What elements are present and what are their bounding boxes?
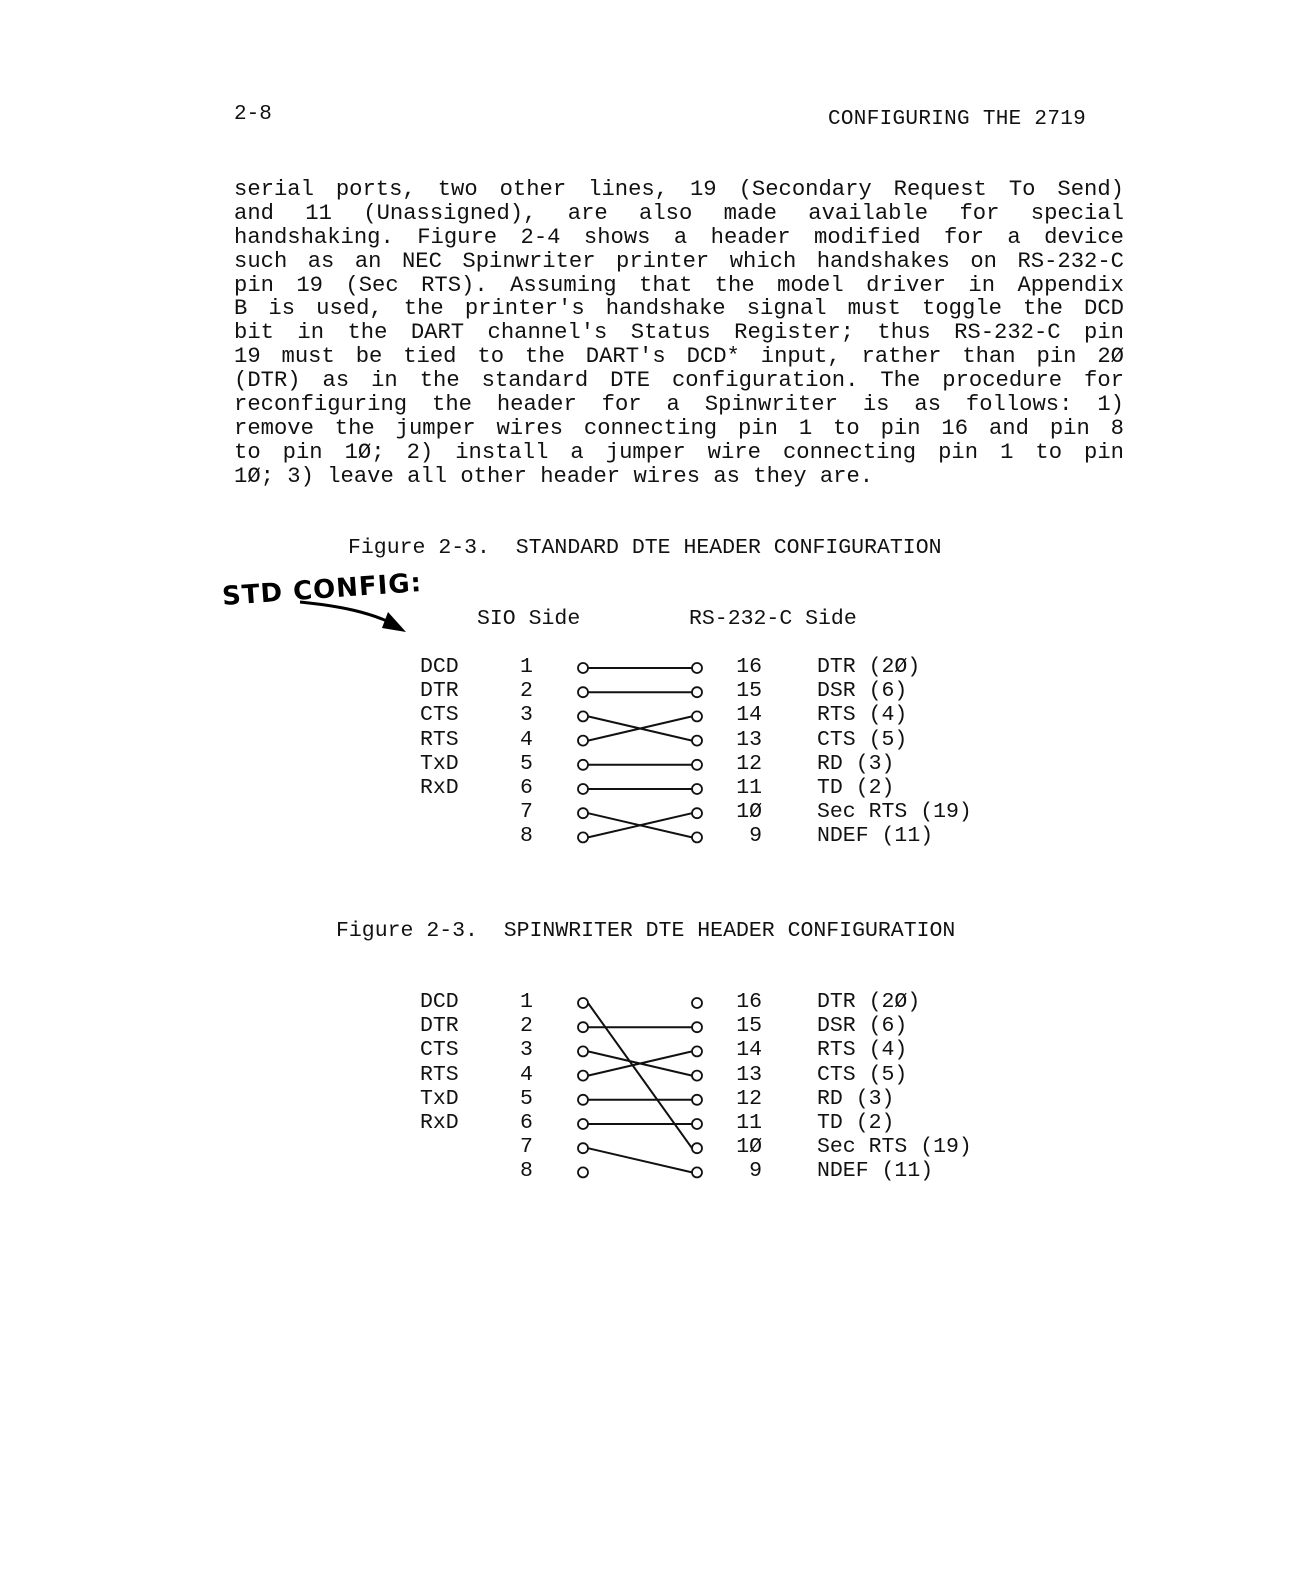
sio-signal-name: RTS bbox=[420, 1062, 459, 1087]
rs232-signal-name: Sec RTS (19) bbox=[817, 800, 972, 825]
header-terminal-icon bbox=[692, 1095, 702, 1105]
body-line: B is used, the printer's handshake signal must toggle the DCD bbox=[234, 296, 1124, 322]
rs232-signal-name: NDEF (11) bbox=[817, 824, 934, 849]
sio-terminal-icon bbox=[578, 1119, 588, 1129]
sio-pin-number: 7 bbox=[520, 1135, 533, 1160]
header-pin-number: 12 bbox=[736, 751, 762, 776]
body-line: remove the jumper wires connecting pin 1 to pin 16 and pin 8 bbox=[234, 415, 1124, 441]
sio-terminal-icon bbox=[578, 1095, 588, 1105]
sio-pin-number: 2 bbox=[520, 679, 533, 704]
header-pin-number: 16 bbox=[736, 655, 762, 679]
sio-signal-name: CTS bbox=[420, 1038, 459, 1063]
header-terminal-icon bbox=[692, 1071, 702, 1081]
header-pin-number: 15 bbox=[736, 1014, 762, 1039]
sio-pin-number: 7 bbox=[520, 800, 533, 825]
rs232-signal-name: RD (3) bbox=[817, 751, 895, 776]
sio-pin-number: 4 bbox=[520, 1062, 533, 1087]
sio-signal-name: RTS bbox=[420, 727, 459, 752]
page-number: 2-8 bbox=[234, 103, 272, 126]
sio-terminal-icon bbox=[578, 1022, 588, 1032]
sio-pin-number: 2 bbox=[520, 1014, 533, 1039]
body-line: such as an NEC Spinwriter printer which handshakes on RS-232-C bbox=[234, 248, 1124, 274]
header-pin-number: 13 bbox=[736, 1062, 762, 1087]
sio-pin-number: 4 bbox=[520, 727, 533, 752]
header-pin-number: 11 bbox=[736, 776, 762, 800]
rs232-signal-name: TD (2) bbox=[817, 1111, 895, 1135]
sio-signal-name: TxD bbox=[420, 751, 459, 776]
sio-pin-number: 3 bbox=[520, 703, 533, 728]
rs232-signal-name: Sec RTS (19) bbox=[817, 1135, 972, 1160]
sio-signal-name: DTR bbox=[420, 679, 459, 704]
sio-signal-name: CTS bbox=[420, 703, 459, 728]
rs232-signal-name: DSR (6) bbox=[817, 1014, 908, 1039]
body-line: serial ports, two other lines, 19 (Secondary Request To Send) bbox=[234, 177, 1124, 202]
header-pin-number: 9 bbox=[749, 1159, 762, 1184]
header-pin-number: 9 bbox=[749, 824, 762, 849]
sio-pin-number: 6 bbox=[520, 1111, 533, 1135]
header-pin-number: 1Ø bbox=[736, 800, 762, 825]
sio-signal-name: TxD bbox=[420, 1086, 459, 1111]
header-terminal-icon bbox=[692, 1143, 702, 1153]
handwritten-note: STD CONFIG: bbox=[221, 568, 424, 612]
sio-terminal-icon bbox=[578, 1071, 588, 1081]
body-line: bit in the DART channel's Status Register; thus RS-232-C pin bbox=[234, 320, 1124, 346]
sio-terminal-icon bbox=[578, 1143, 588, 1153]
sio-signal-name: DCD bbox=[420, 990, 459, 1014]
figure-1-caption: Figure 2-3. STANDARD DTE HEADER CONFIGURATION bbox=[348, 536, 942, 560]
figure-2-caption: Figure 2-3. SPINWRITER DTE HEADER CONFIGURATION bbox=[336, 919, 956, 943]
body-line: reconfiguring the header for a Spinwriter is as follows: 1) bbox=[234, 392, 1124, 418]
sio-signal-name: DTR bbox=[420, 1014, 459, 1039]
header-terminal-icon bbox=[692, 1167, 702, 1177]
body-line: 19 must be tied to the DART's DCD* input, rather than pin 2Ø bbox=[234, 344, 1124, 370]
header-pin-number: 13 bbox=[736, 727, 762, 752]
sio-signal-name: RxD bbox=[420, 776, 459, 800]
header-terminal-icon bbox=[692, 1046, 702, 1056]
sio-pin-number: 5 bbox=[520, 751, 533, 776]
header-pin-number: 14 bbox=[736, 703, 762, 728]
rs232-signal-name: RD (3) bbox=[817, 1086, 895, 1111]
body-line: to pin 1Ø; 2) install a jumper wire connecting pin 1 to pin bbox=[234, 439, 1124, 465]
body-line: (DTR) as in the standard DTE configuration. The procedure for bbox=[234, 368, 1124, 394]
sio-signal-name: RxD bbox=[420, 1111, 459, 1135]
sio-pin-number: 6 bbox=[520, 776, 533, 800]
header-pin-number: 16 bbox=[736, 990, 762, 1014]
rs232-signal-name: CTS (5) bbox=[817, 727, 908, 752]
body-line: pin 19 (Sec RTS). Assuming that the model driver in Appendix bbox=[234, 272, 1124, 298]
jumper-wire bbox=[588, 1148, 692, 1172]
sio-terminal-icon bbox=[578, 1046, 588, 1056]
sio-pin-number: 1 bbox=[520, 655, 533, 679]
body-line: handshaking. Figure 2-4 shows a header modified for a device bbox=[234, 224, 1124, 250]
header-terminal-icon bbox=[692, 1119, 702, 1129]
rs232-signal-name: TD (2) bbox=[817, 776, 895, 800]
rs232-signal-name: CTS (5) bbox=[817, 1062, 908, 1087]
rs232-side-heading: RS-232-C Side bbox=[689, 607, 857, 631]
rs232-signal-name: DSR (6) bbox=[817, 679, 908, 704]
running-title: CONFIGURING THE 2719 bbox=[828, 108, 1087, 131]
sio-side-heading: SIO Side bbox=[477, 607, 581, 631]
header-pin-number: 11 bbox=[736, 1111, 762, 1135]
sio-pin-number: 5 bbox=[520, 1086, 533, 1111]
sio-terminal-icon bbox=[578, 998, 588, 1008]
rs232-signal-name: NDEF (11) bbox=[817, 1159, 934, 1184]
header-pin-number: 15 bbox=[736, 679, 762, 704]
sio-pin-number: 3 bbox=[520, 1038, 533, 1063]
header-pin-number: 12 bbox=[736, 1086, 762, 1111]
header-terminal-icon bbox=[692, 998, 702, 1008]
rs232-signal-name: RTS (4) bbox=[817, 703, 908, 728]
sio-pin-number: 1 bbox=[520, 990, 533, 1014]
header-pin-number: 14 bbox=[736, 1038, 762, 1063]
rs232-signal-name: RTS (4) bbox=[817, 1038, 908, 1063]
body-line: 1Ø; 3) leave all other header wires as they are. bbox=[234, 463, 874, 489]
rs232-signal-name: DTR (2Ø) bbox=[817, 655, 921, 679]
sio-terminal-icon bbox=[578, 1167, 588, 1177]
sio-pin-number: 8 bbox=[520, 1159, 533, 1184]
header-terminal-icon bbox=[692, 1022, 702, 1032]
sio-signal-name: DCD bbox=[420, 655, 459, 679]
jumper-wire bbox=[588, 1003, 692, 1148]
rs232-signal-name: DTR (2Ø) bbox=[817, 990, 921, 1014]
header-pin-number: 1Ø bbox=[736, 1135, 762, 1160]
body-line: and 11 (Unassigned), are also made available for special bbox=[234, 200, 1124, 226]
sio-pin-number: 8 bbox=[520, 824, 533, 849]
